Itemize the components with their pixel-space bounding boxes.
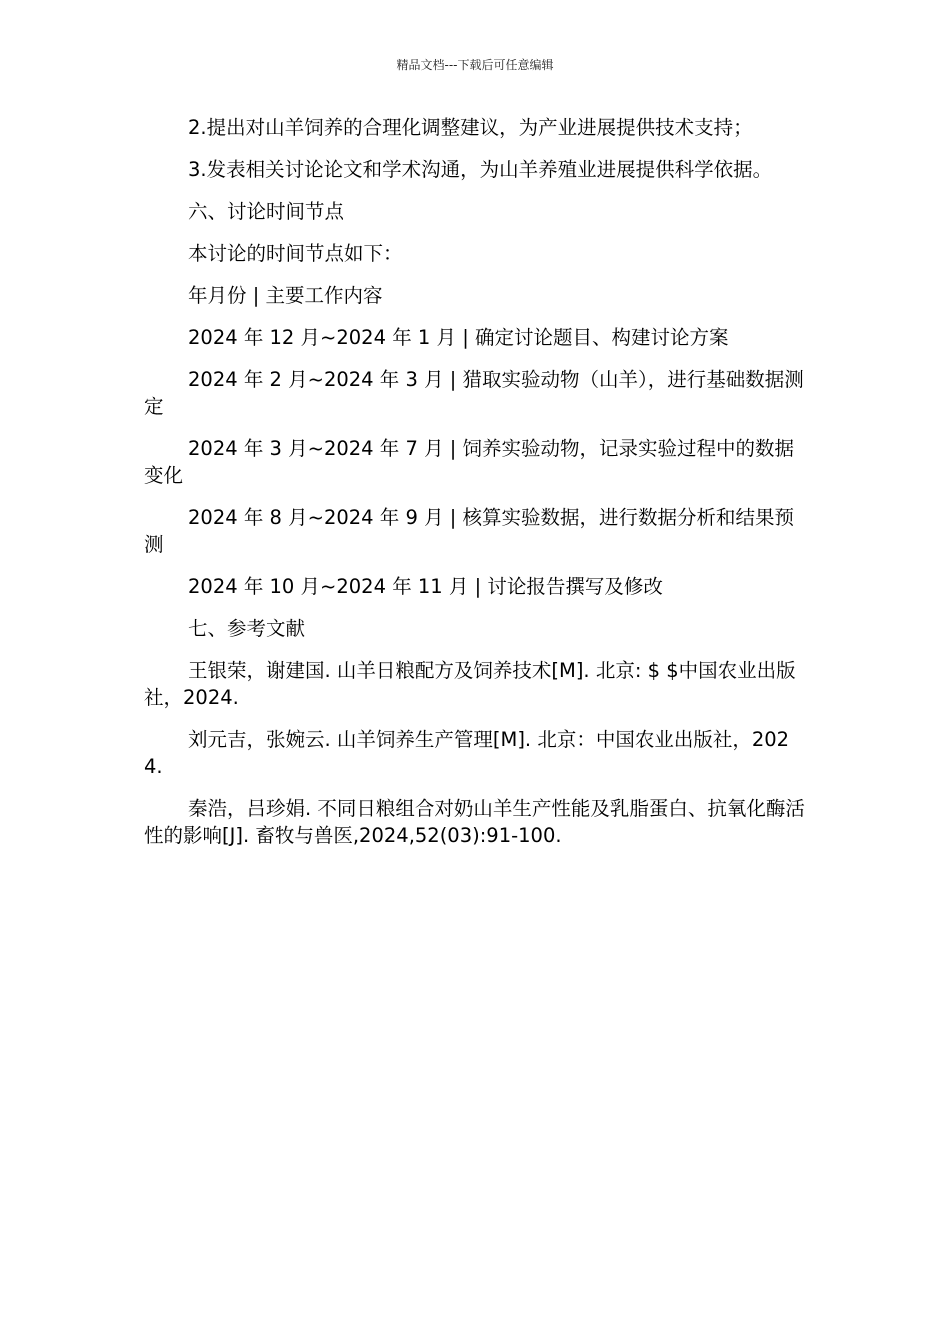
objective-item-3: 3.发表相关讨论论文和学术沟通，为山羊养殖业进展提供科学依据。: [188, 158, 773, 181]
section-heading-references: 七、参考文献: [188, 617, 306, 640]
timeline-intro: 本讨论的时间节点如下：: [188, 242, 403, 265]
reference-entry: 刘元吉，张婉云. 山羊饲养生产管理[M]. 北京：中国农业出版社，2024.: [144, 728, 790, 778]
reference-entry: 王银荣，谢建国. 山羊日粮配方及饲养技术[M]. 北京: $ $中国农业出版社，2024.: [144, 659, 796, 709]
timeline-row: 2024 年 2 月~2024 年 3 月 | 猎取实验动物（山羊），进行基础数据测定: [144, 368, 804, 418]
timeline-row: 2024 年 10 月~2024 年 11 月 | 讨论报告撰写及修改: [188, 575, 663, 598]
objective-item-2: 2.提出对山羊饲养的合理化调整建议，为产业进展提供技术支持；: [188, 116, 753, 139]
reference-entry: 秦浩，吕珍娟. 不同日粮组合对奶山羊生产性能及乳脂蛋白、抗氧化酶活性的影响[J]. 畜牧与兽医,2024,52(03):91-100.: [144, 797, 805, 847]
timeline-row: 2024 年 8 月~2024 年 9 月 | 核算实验数据，进行数据分析和结果预测: [144, 506, 795, 556]
page-header: 精品文档---下载后可任意编辑: [396, 58, 554, 72]
document-body: [144, 114, 806, 864]
timeline-row: 2024 年 3 月~2024 年 7 月 | 饲养实验动物，记录实验过程中的数据变化: [144, 437, 795, 487]
section-heading-timeline: 六、讨论时间节点: [188, 200, 345, 223]
timeline-row: 2024 年 12 月~2024 年 1 月 | 确定讨论题目、构建讨论方案: [188, 326, 729, 349]
timeline-table-header: 年月份 | 主要工作内容: [188, 284, 383, 307]
